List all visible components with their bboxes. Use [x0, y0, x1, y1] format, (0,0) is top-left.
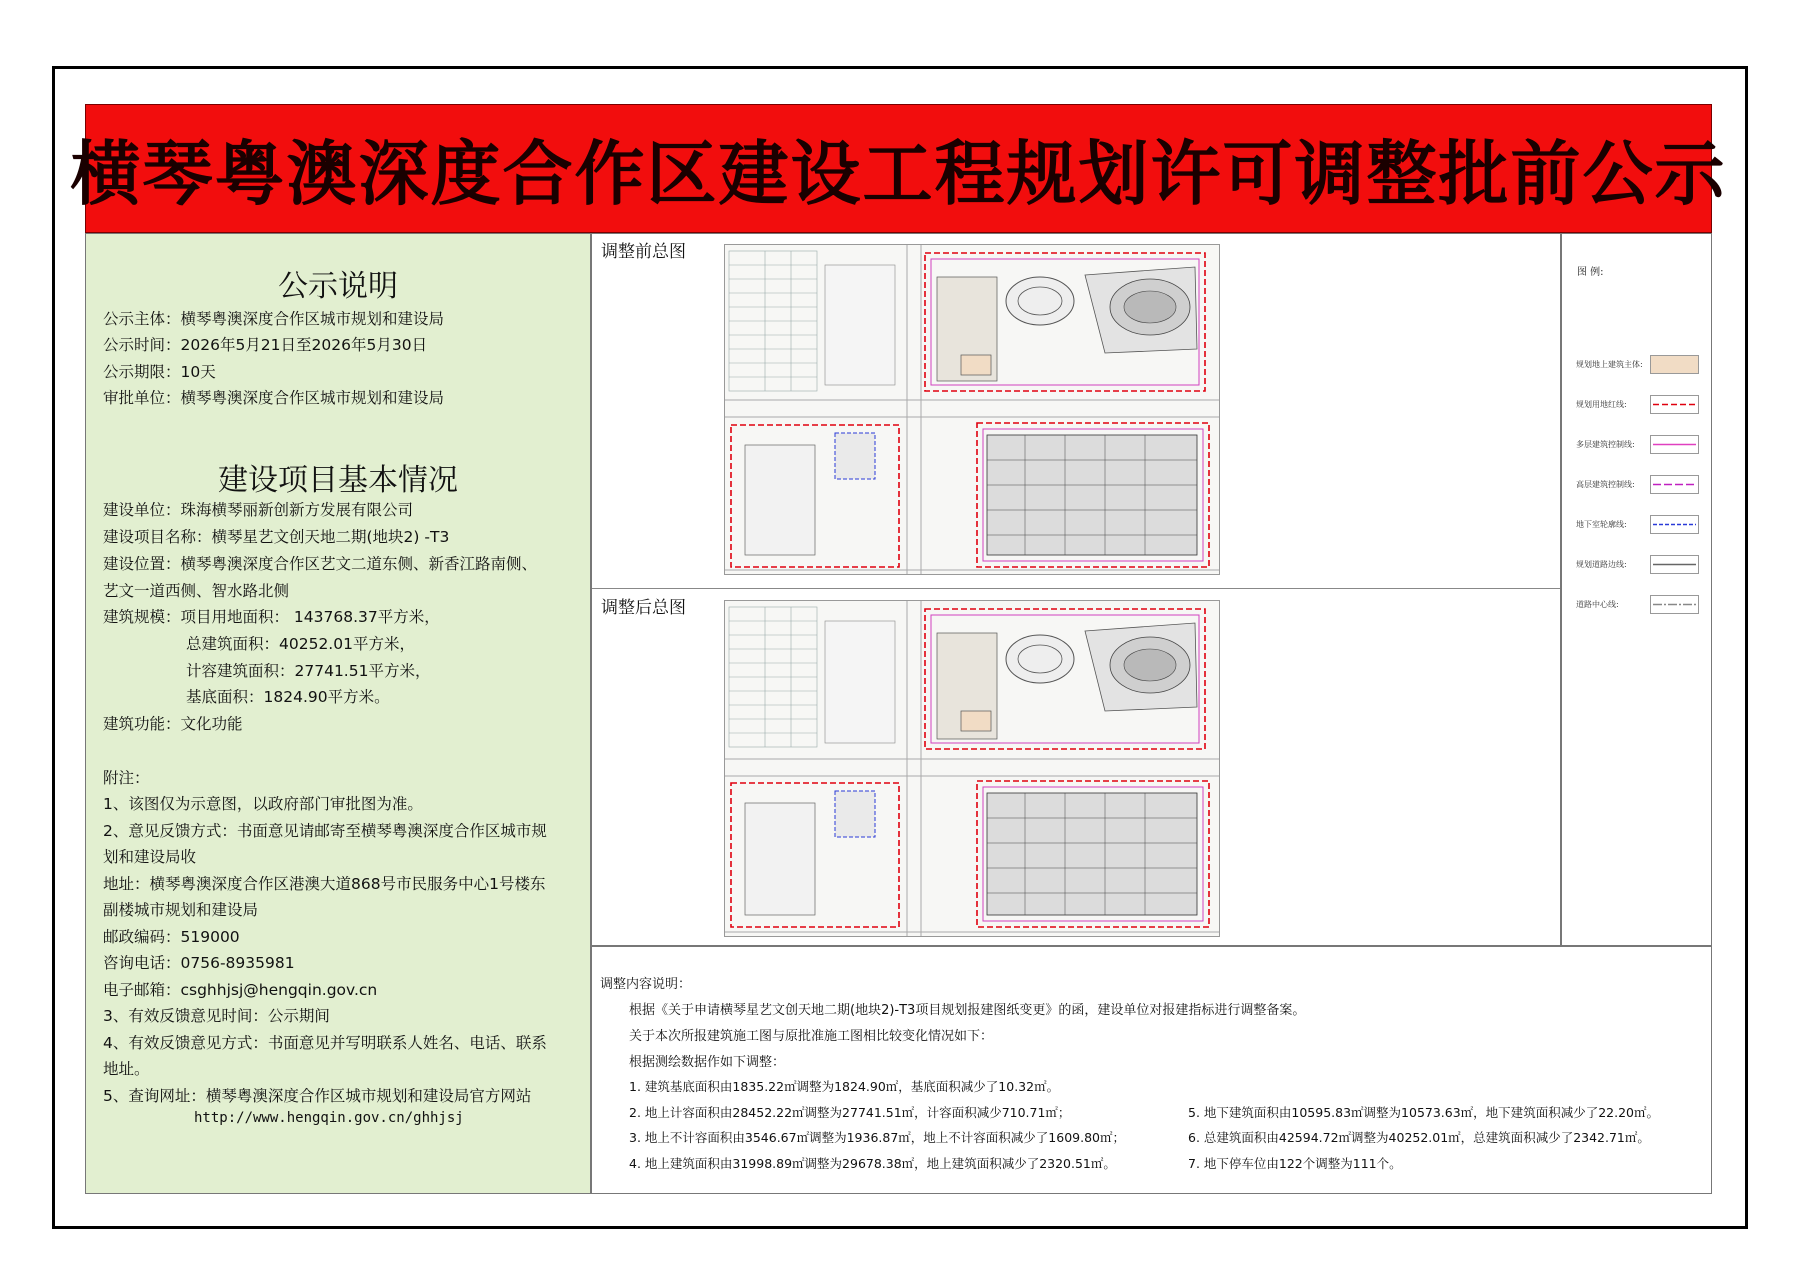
- project-line: 建筑规模：项目用地面积： 143768.37平方米，: [103, 608, 440, 626]
- legend-swatch: [1650, 435, 1699, 454]
- before-site-plan: [724, 244, 1220, 575]
- project-line: 基底面积：1824.90平方米。: [186, 688, 390, 706]
- title-banner: [70, 104, 1727, 233]
- notes-item: 7. 地下停车位由122个调整为111个。: [1188, 1156, 1402, 1171]
- project-line: 建设单位：珠海横琴丽新创新方发展有限公司: [103, 501, 414, 519]
- notice-heading: 公示说明: [278, 269, 398, 304]
- legend-line-sample: [1651, 476, 1698, 493]
- left-info-panel: [85, 233, 591, 1194]
- legend-panel: [1561, 233, 1712, 946]
- notes-intro-line: 关于本次所报建筑施工图与原批准施工图相比较变化情况如下：: [629, 1029, 994, 1044]
- appendix-line: 咨询电话：0756-8935981: [103, 954, 295, 972]
- project-line: 艺文一道西侧、智水路北侧: [103, 582, 290, 600]
- after-plan-label: 调整后总图: [601, 598, 686, 618]
- appendix-line: 3、有效反馈意见时间：公示期间: [103, 1007, 330, 1025]
- legend-swatch: [1650, 395, 1699, 414]
- legend-line-sample: [1651, 436, 1698, 453]
- project-line: 计容建筑面积：27741.51平方米，: [186, 662, 431, 680]
- notice-line: 公示期限：10天: [103, 363, 216, 381]
- notice-line: 审批单位：横琴粤澳深度合作区城市规划和建设局: [103, 389, 445, 407]
- appendix-line: 划和建设局收: [103, 848, 197, 866]
- appendix-line: 5、查询网址：横琴粤澳深度合作区城市规划和建设局官方网站: [103, 1087, 532, 1105]
- site-plan-panel: [591, 233, 1561, 946]
- page-title: 横琴粤澳深度合作区建设工程规划许可调整批前公示: [70, 133, 1727, 215]
- project-line: 建设位置：横琴粤澳深度合作区艺文二道东侧、新香江路南侧、: [103, 555, 538, 573]
- legend-item-label: 规划道路边线:: [1576, 560, 1627, 569]
- notes-item: 5. 地下建筑面积由10595.83㎡调整为10573.63㎡，地下建筑面积减少了22.20㎡。: [1188, 1105, 1659, 1120]
- legend-swatch: [1650, 555, 1699, 574]
- project-heading: 建设项目基本情况: [218, 463, 458, 498]
- appendix-line: 地址：横琴粤澳深度合作区港澳大道868号市民服务中心1号楼东: [103, 875, 546, 893]
- legend-item-label: 规划用地红线:: [1576, 400, 1627, 409]
- notes-intro-line: 根据《关于申请横琴星艺文创天地二期(地块2)-T3项目规划报建图纸变更》的函，建设单位对报建指标进行调整备案。: [629, 1003, 1306, 1018]
- legend-title: 图 例:: [1577, 267, 1604, 278]
- after-site-plan: [724, 600, 1220, 937]
- appendix-line: 地址。: [103, 1060, 150, 1078]
- appendix-line: 1、该图仅为示意图，以政府部门审批图为准。: [103, 795, 423, 813]
- appendix-line: 4、有效反馈意见方式：书面意见并写明联系人姓名、电话、联系: [103, 1034, 547, 1052]
- notes-item: 4. 地上建筑面积由31998.89㎡调整为29678.38㎡，地上建筑面积减少了2320.51㎡。: [629, 1156, 1116, 1171]
- before-site-plan-drawing: [725, 245, 1219, 574]
- project-line: 建设项目名称：横琴星艺文创天地二期(地块2) -T3: [103, 528, 450, 546]
- legend-item-label: 规划地上建筑主体:: [1576, 360, 1643, 369]
- notes-item: 1. 建筑基底面积由1835.22㎡调整为1824.90㎡，基底面积减少了10.32㎡。: [629, 1079, 1060, 1094]
- legend-line-sample: [1651, 596, 1698, 613]
- legend-item-label: 地下室轮廓线:: [1576, 520, 1627, 529]
- notice-line: 公示时间：2026年5月21日至2026年5月30日: [103, 336, 428, 354]
- legend-line-sample: [1651, 556, 1698, 573]
- notes-item: 3. 地上不计容面积由3546.67㎡调整为1936.87㎡，地上不计容面积减少了1609.80㎡；: [629, 1130, 1125, 1145]
- notice-line: 公示主体：横琴粤澳深度合作区城市规划和建设局: [103, 310, 445, 328]
- appendix-line: 附注：: [103, 769, 150, 787]
- notes-item: 6. 总建筑面积由42594.72㎡调整为40252.01㎡，总建筑面积减少了2342.71㎡。: [1188, 1130, 1650, 1145]
- appendix-line: 副楼城市规划和建设局: [103, 901, 259, 919]
- before-plan-label: 调整前总图: [601, 242, 686, 262]
- website-url: http://www.hengqin.gov.cn/ghhjsj: [194, 1110, 464, 1126]
- notes-intro-line: 根据测绘数据作如下调整：: [629, 1055, 786, 1070]
- notes-heading: 调整内容说明：: [600, 977, 692, 992]
- legend-line-sample: [1651, 516, 1698, 533]
- legend-line-sample: [1651, 396, 1698, 413]
- legend-item-label: 道路中心线:: [1576, 600, 1619, 609]
- appendix-line: 电子邮箱：csghhjsj@hengqin.gov.cn: [103, 981, 378, 999]
- notes-item: 2. 地上计容面积由28452.22㎡调整为27741.51㎡，计容面积减少710.71㎡；: [629, 1105, 1071, 1120]
- legend-swatch: [1650, 475, 1699, 494]
- appendix-line: 2、意见反馈方式：书面意见请邮寄至横琴粤澳深度合作区城市规: [103, 822, 547, 840]
- adjustment-notes-panel: [591, 946, 1712, 1194]
- appendix-line: 邮政编码：519000: [103, 928, 240, 946]
- after-site-plan-drawing: [725, 601, 1219, 936]
- panel-divider: [592, 588, 1560, 589]
- project-line: 建筑功能：文化功能: [103, 715, 243, 733]
- legend-item-label: 高层建筑控制线:: [1576, 480, 1635, 489]
- legend-item-label: 多层建筑控制线:: [1576, 440, 1635, 449]
- legend-swatch: [1650, 595, 1699, 614]
- legend-swatch: [1650, 355, 1699, 374]
- project-line: 总建筑面积：40252.01平方米，: [186, 635, 415, 653]
- legend-swatch: [1650, 515, 1699, 534]
